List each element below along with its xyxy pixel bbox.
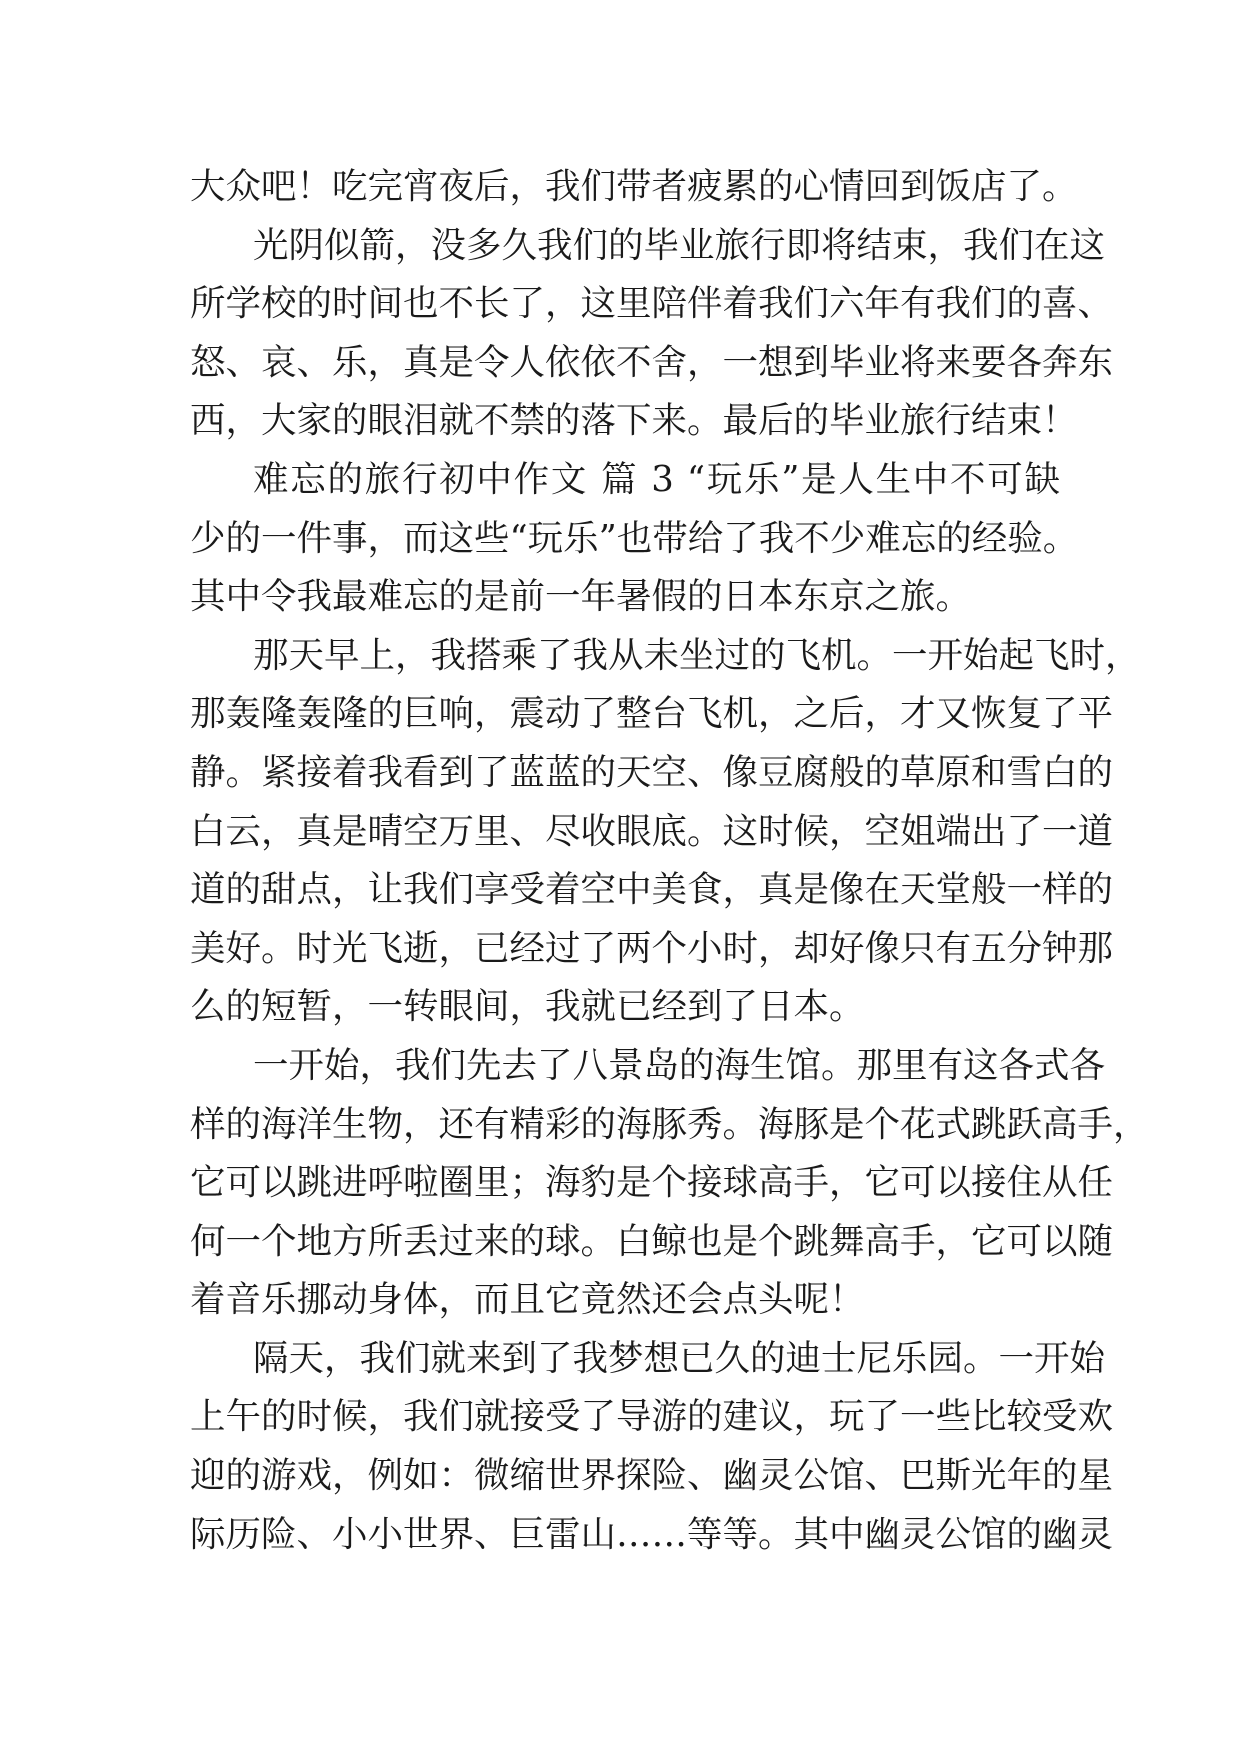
text-line: 上午的时候，我们就接受了导游的建议，玩了一些比较受欢 (190, 1396, 1114, 1438)
text-line: 大众吧！吃完宵夜后，我们带者疲累的心情回到饭店了。 (190, 166, 1078, 207)
text-line: 美好。时光飞逝，已经过了两个小时，却好像只有五分钟那 (190, 927, 1114, 969)
paragraph-start-line: 隔天，我们就来到了我梦想已久的迪士尼乐园。一开始 (253, 1337, 1106, 1379)
text-line: 西，大家的眼泪就不禁的落下来。最后的毕业旅行结束！ (190, 400, 1078, 442)
text-line: 它可以跳进呼啦圈里；海豹是个接球高手，它可以接住从任 (190, 1162, 1114, 1204)
text-line: 道的甜点，让我们享受着空中美食，真是像在天堂般一样的 (190, 869, 1114, 911)
text-line: 何一个地方所丢过来的球。白鲸也是个跳舞高手，它可以随 (190, 1220, 1114, 1262)
paragraph-start-line: 那天早上，我搭乘了我从未坐过的飞机。一开始起飞时， (253, 634, 1141, 676)
paragraph-start-line: 一开始，我们先去了八景岛的海生馆。那里有这各式各 (253, 1044, 1106, 1086)
text-line: 怒、哀、乐，真是令人依依不舍，一想到毕业将来要各奔东 (190, 341, 1114, 383)
text-line: 样的海洋生物，还有精彩的海豚秀。海豚是个花式跳跃高手， (190, 1103, 1149, 1145)
section-heading-line: 难忘的旅行初中作文 篇 3 “玩乐”是人生中不可缺 (253, 458, 1060, 500)
text-line: 着音乐挪动身体，而且它竟然还会点头呢！ (190, 1279, 865, 1321)
text-line: 际历险、小小世界、巨雷山……等等。其中幽灵公馆的幽灵 (190, 1513, 1114, 1555)
text-line: 少的一件事，而这些“玩乐”也带给了我不少难忘的经验。 (190, 517, 1079, 559)
text-line: 那轰隆轰隆的巨响，震动了整台飞机，之后，才又恢复了平 (190, 693, 1114, 735)
text-line: 静。紧接着我看到了蓝蓝的天空、像豆腐般的草原和雪白的 (190, 751, 1114, 793)
text-line: 所学校的时间也不长了，这里陪伴着我们六年有我们的喜、 (190, 283, 1114, 325)
text-line: 迎的游戏，例如：微缩世界探险、幽灵公馆、巴斯光年的星 (190, 1455, 1114, 1497)
text-line: 么的短暂，一转眼间，我就已经到了日本。 (190, 986, 865, 1028)
essay-body (190, 158, 1149, 1564)
text-line: 白云，真是晴空万里、尽收眼底。这时候，空姐端出了一道 (190, 810, 1114, 852)
paragraph-start-line: 光阴似箭，没多久我们的毕业旅行即将结束，我们在这 (253, 224, 1106, 266)
text-line: 其中令我最难忘的是前一年暑假的日本东京之旅。 (190, 576, 972, 618)
